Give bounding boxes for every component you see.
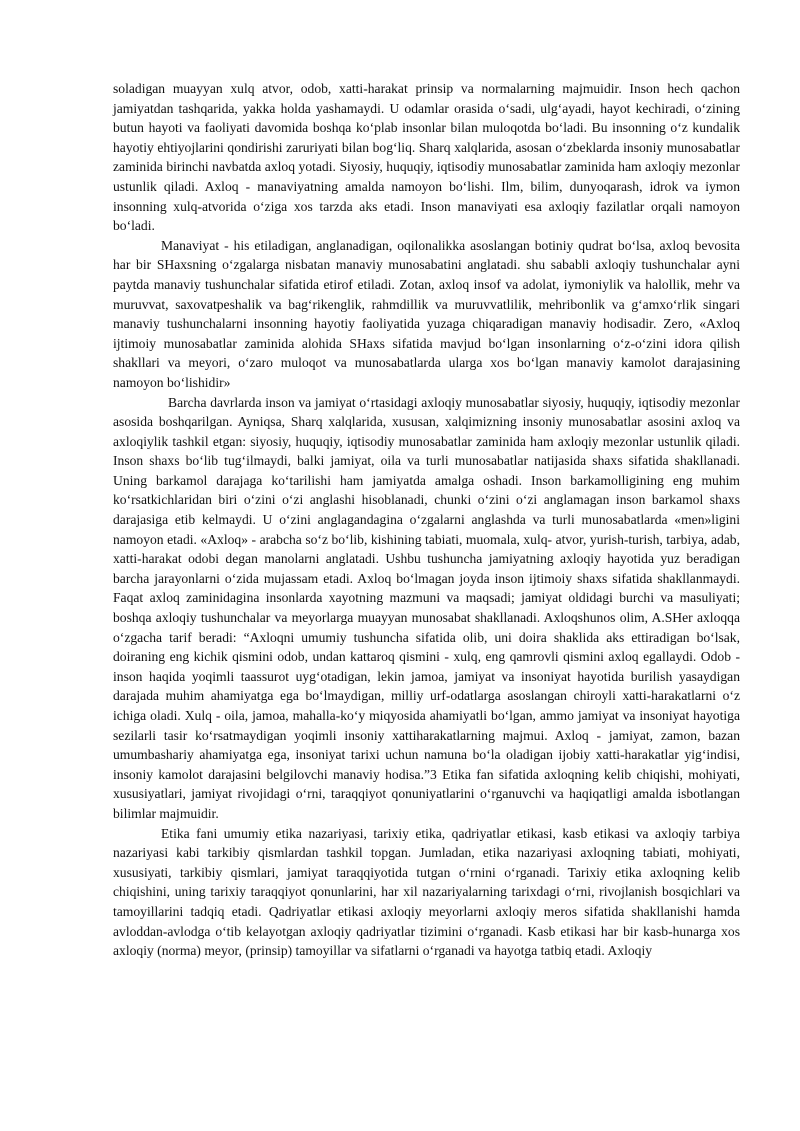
- document-page: [113, 79, 740, 961]
- paragraph-axloq: Barcha davrlarda inson va jamiyat oʻrtasidagi axloqiy munosabatlar siyosiy, huquqiy, iqtisodiy mezonlar asosida boshqarilgan. Ayniqsa, Sharq xalqlarida, xususan, xalqimizning insoniy munosabatlar asosini axloq va axloqiylik tashkil etgan: siyosiy, huquqiy, iqtisodiy munosabatlar zaminida ham axloqiy mezonlar ustunlik qiladi. Inson shaxs boʻlib tugʻilmaydi, balki jamiyat, oila va turli munosabatlar natijasida shaxs sifatida shakllanadi. Uning barkamol darajaga koʻtarilishi ham jamiyatda amalga oshadi. Inson barkamolligining eng muhim koʻrsatkichlaridan biri oʻzini oʻzi anglashi hisoblanadi, chunki oʻzini oʻzi anglamagan inson barkamol shaxs darajasiga etib kelmaydi. U oʻzini anglagandagina oʻzgalarni anglashda va turli munosabatlarda «men»ligini namoyon etadi. «Axloq» - arabcha soʻz boʻlib, kishining tabiati, muomala, xulq- atvor, yurish-turish, tarbiya, adab, xatti-harakat odobi degan manolarni anglatadi. Ushbu tushuncha jamiyatning axloqiy hayotida yuz beradigan barcha jarayonlarni oʻzida mujassam etadi. Axloq boʻlmagan joyda inson ijtimoiy shaxs sifatida shakllanmaydi. Faqat axloq zaminidagina insonlarda xayotning mazmuni va maqsadi; jamiyat oldidagi burchi va masuliyati; boshqa axloqiy tushunchalar va meyorlarga muayyan munosabat shakllanadi. Axloqshunos olim, A.SHer axloqqa oʻzgacha tarif beradi: “Axloqni umumiy tushuncha sifatida olib, uni doira shaklida aks ettiradigan boʻlsak, doiraning eng kichik qismini odob, undan kattaroq qismini - xulq, eng qamrovli qismini axloq egallaydi. Odob - inson haqida yoqimli taassurot uygʻotadigan, lekin jamoa, jamiyat va insoniyat hayotida burilish yasaydigan darajada muhim ahamiyatga ega boʻlmaydigan, milliy urf-odatlarga asoslangan chiroyli xatti-harakatlarni oʻz ichiga oladi. Xulq - oila, jamoa, mahalla-koʻy miqyosida ahamiyatli boʻlgan, ammo jamiyat va insoniyat hayotiga sezilarli tasir koʻrsatmaydigan yoqimli insoniy xattiharakatlarning majmui. Axloq - jamiyat, zamon, bazan umumbashariy ahamiyatga ega, insoniyat tarixi uchun namuna boʻla oladigan ijobiy xatti-harakatlar yigʻindisi, insoniy kamolot darajasini belgilovchi manaviy hodisa.”3 Etika fan sifatida axloqning kelib chiqishi, mohiyati, xususiyatlari, jamiyat rivojidagi oʻrni, taraqqiyot qonuniyatlarini oʻrganuvchi va haqiqatligi amalda isbotlangan bilimlar majmuidir.: [113, 394, 740, 821]
- paragraph-intro: soladigan muayyan xulq atvor, odob, xatti-harakat prinsip va normalarning majmuidir. Inson hech qachon jamiyatdan tashqarida, yakka holda yashamaydi. U odamlar orasida oʻsadi, ulgʻayadi, hayot kechiradi, oʻzining butun hayoti va faoliyati davomida boshqa koʻplab insonlar bilan muloqotda boʻladi. Bu insonning oʻz kundalik hayotiy ehtiyojlarini qondirishi zaruriyati bilan bogʻliq. Sharq xalqlarida, asosan oʻzbeklarda insoniy munosabatlar zaminida birinchi navbatda axloq yotadi. Siyosiy, huquqiy, iqtisodiy munosabatlar zaminida ham axloqiy mezonlar ustunlik qiladi. Axloq - manaviyatning amalda namoyon boʻlishi. Ilm, bilim, dunyoqarash, idrok va iymon insonning xulq-atvorida oʻziga xos tarzda aks etadi. Inson manaviyati esa axloqiy fazilatlar orqali namoyon boʻladi.: [113, 81, 740, 234]
- paragraph-manaviyat: Manaviyat - his etiladigan, anglanadigan, oqilonalikka asoslangan botiniy qudrat boʻlsa, axloq bevosita har bir SHaxsning oʻzgalarga nisbatan manaviy munosabatini anglatadi. shu sababli axloqiy tushunchalar ayni paytda manaviy tushunchalar sifatida etirof etiladi. Zotan, axloq insof va adolat, iymoniylik va halollik, mehr va muruvvat, saxovatpeshalik va bagʻrikenglik, rahmdillik va muruvvatlilik, mehribonlik va gʻamxoʻrlik singari manaviy tushunchalarni insonning hayotiy faoliyatida yuzaga chiqaradigan manaviy hodisadir. Zero, «Axloq ijtimoiy munosabatlar zaminida alohida SHaxs sifatida mavjud boʻlgan insonlarning oʻz-oʻzini idora qilish shakllari va meyori, oʻzaro muloqot va munosabatlarda ularga xos boʻlgan manaviy kamolot darajasining namoyon boʻlishidir»: [113, 237, 740, 390]
- paragraph-etika: Etika fani umumiy etika nazariyasi, tarixiy etika, qadriyatlar etikasi, kasb etikasi va axloqiy tarbiya nazariyasi kabi tarkibiy qismlardan tashkil topgan. Jumladan, etika nazariyasi axloqning tabiati, mohiyati, xususiyati, tarkibiy qismlari, jamiyat taraqqiyotida tutgan oʻrnini oʻrganadi. Tarixiy etika axloqning kelib chiqishini, uning tarixiy taraqqiyot qonunlarini, har xil nazariyalarning tarixdagi oʻrni, rivojlanish bosqichlari va tamoyillarini tadqiq etadi. Qadriyatlar etikasi axloqiy meyorlarni axloqiy meros sifatida shakllanishi hamda avloddan-avlodga oʻtib kelayotgan axloqiy qadriyatlar tizimini oʻrganadi. Kasb etikasi har bir kasb-hunarga xos axloqiy (norma) meyor, (prinsip) tamoyillar va sifatlarni oʻrganadi va hayotga tatbiq etadi. Axloqiy: [113, 825, 740, 959]
